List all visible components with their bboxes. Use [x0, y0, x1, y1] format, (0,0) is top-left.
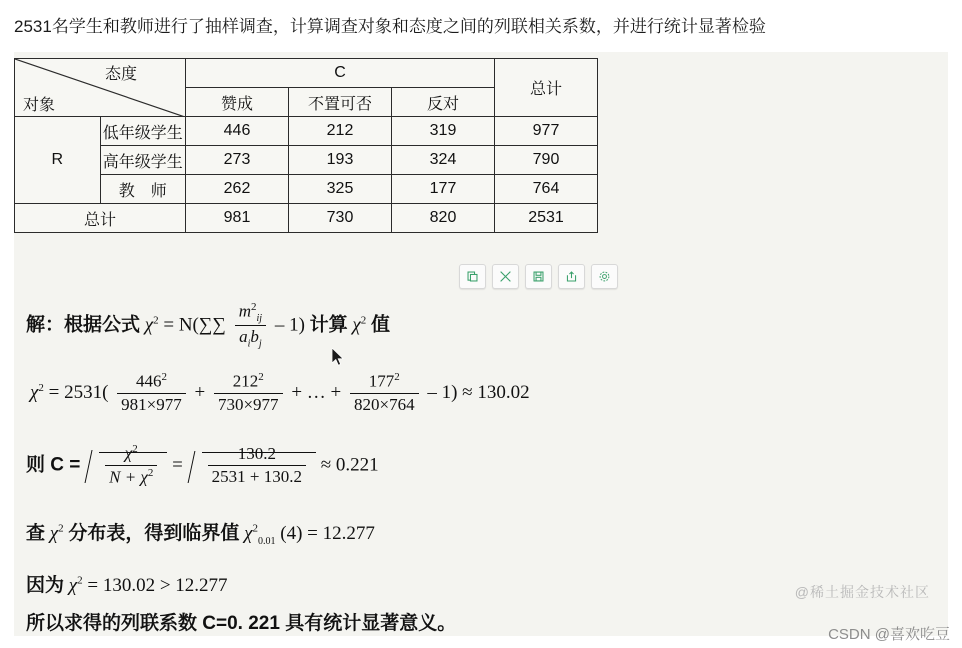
total-header: 总计	[495, 59, 598, 117]
fraction-denominator: 820×764	[350, 393, 419, 415]
fraction-numerator	[350, 371, 419, 393]
fraction-denominator: 730×977	[214, 393, 283, 415]
chi-exponent-5: 2	[77, 574, 83, 587]
total-row-label: 总计	[15, 204, 186, 233]
mouse-cursor-icon	[332, 348, 346, 368]
fraction-numerator	[117, 371, 186, 393]
share-icon[interactable]	[558, 264, 585, 289]
solution-line1-suffix: 计算	[309, 314, 348, 336]
column-header-2: 反对	[392, 88, 495, 117]
numerator-value: 177	[368, 371, 395, 391]
cell-r2-c0: 262	[186, 175, 289, 204]
sqrt-bar	[202, 443, 316, 486]
watermark-top: @稀土掘金技术社区	[794, 584, 930, 600]
row-label-1: 高年级学生	[100, 146, 186, 175]
cell-r1-c2: 324	[392, 146, 495, 175]
settings-icon[interactable]	[591, 264, 618, 289]
contingency-table	[14, 58, 598, 233]
numerator-exponent: 2	[258, 371, 264, 383]
fraction-denominator	[105, 465, 157, 488]
solution-line5-tail: = 130.02 > 12.277	[87, 575, 228, 596]
chi-exponent-1b: 2	[360, 314, 367, 327]
fraction-numerator: 130.2	[237, 443, 276, 463]
fraction-denominator: 981×977	[117, 393, 186, 415]
chi-exponent-4: 2	[58, 522, 64, 535]
denominator-value: N + χ	[109, 467, 148, 487]
chi-exponent-2: 2	[38, 381, 44, 394]
numerator-value: 212	[232, 371, 259, 391]
table-corner-cell	[15, 59, 186, 117]
corner-object-label: 对象	[23, 97, 56, 114]
fraction-chi-over-n	[105, 443, 157, 487]
solution-line4-prefix: 查	[26, 523, 46, 544]
chi-symbol-3: χ	[124, 443, 133, 463]
total-c0: 981	[186, 204, 289, 233]
chi-symbol-2: χ	[30, 382, 39, 404]
chi-symbol-5: χ	[68, 575, 78, 596]
solution-conclusion: 所以求得的列联系数 C=0. 221 具有统计显著意义。	[26, 613, 457, 634]
table-row	[15, 175, 598, 204]
solution-line5-prefix: 因为	[26, 575, 65, 596]
sqrt-chi-over-n	[85, 444, 167, 488]
solution-line2-mid: + … +	[291, 382, 342, 404]
fraction-mij-aibj	[235, 301, 266, 349]
row-label-2: 教 师	[100, 175, 186, 204]
page-title: 2531名学生和教师进行了抽样调查，计算调查对象和态度之间的列联相关系数，并进行统计显著检验	[14, 17, 766, 36]
cell-r2-c1: 325	[289, 175, 392, 204]
total-c2: 820	[392, 204, 495, 233]
solution-line1-prefix: 解：根据公式	[26, 314, 141, 336]
table-header-row-1	[15, 59, 598, 88]
fraction-446	[117, 371, 186, 415]
cell-r1-c0: 273	[186, 146, 289, 175]
a-subscript: i	[247, 338, 251, 350]
fraction-denominator: 2531 + 130.2	[208, 465, 306, 487]
fraction-130-2	[208, 444, 306, 487]
solution-line-1	[26, 302, 390, 350]
cell-r2-c2: 177	[392, 175, 495, 204]
solution-line3-prefix: 则 C =	[26, 454, 81, 476]
numerator-exponent: 2	[394, 371, 400, 383]
fraction-denominator	[235, 325, 266, 349]
row-total-2: 764	[495, 175, 598, 204]
solution-line4-tail: (4) = 12.277	[280, 523, 375, 544]
solution-line1-formula-lead: = N(∑∑	[163, 314, 226, 336]
table-total-row	[15, 204, 598, 233]
numerator-exponent: 2	[161, 371, 167, 383]
cell-r0-c0: 446	[186, 117, 289, 146]
a-symbol: a	[239, 327, 248, 347]
fraction-numerator	[235, 301, 266, 325]
solution-line-4	[26, 518, 375, 547]
cell-r0-c2: 319	[392, 117, 495, 146]
chi-exponent-3: 2	[132, 443, 138, 455]
m-symbol: m	[238, 301, 252, 321]
fraction-numerator	[214, 371, 283, 393]
scanned-content-area	[14, 52, 948, 636]
row-total-0: 977	[495, 117, 598, 146]
column-header-0: 赞成	[186, 88, 289, 117]
numerator-value: 446	[135, 371, 162, 391]
row-total-1: 790	[495, 146, 598, 175]
table-row	[15, 146, 598, 175]
fraction-212	[214, 371, 283, 415]
corner-attitude-label: 态度	[104, 66, 137, 83]
table-row	[15, 117, 598, 146]
solution-line-5	[26, 570, 228, 597]
m-subscript: ij	[256, 313, 263, 325]
b-subscript: j	[258, 338, 262, 350]
chi-exponent-4b: 2	[252, 522, 258, 535]
solution-line3-eq: =	[172, 454, 183, 476]
solution-line1-suffix-tail: 值	[371, 314, 391, 336]
row-group-label-r: R	[15, 117, 101, 204]
solution-line-2: $\chi^2 = 2531$( $\frac{446^2}{981\times 977}$ + $\frac{212^2}{730\times 977}$ + … + $\frac{177^2}{820\times 764}$ – 1) ≈ 130.02	[30, 371, 530, 414]
solution-line1-tail: – 1)	[274, 314, 305, 336]
cell-r1-c1: 193	[289, 146, 392, 175]
grand-total: 2531	[495, 204, 598, 233]
chi-symbol-4b: χ	[244, 523, 253, 544]
chi-symbol-1: χ	[144, 314, 154, 336]
image-toolbar[interactable]	[459, 264, 618, 289]
column-header-1: 不置可否	[289, 88, 392, 117]
group-header-c: C	[186, 59, 495, 88]
sqrt-numeric	[188, 445, 316, 488]
fraction-numerator	[105, 443, 157, 465]
chi-subscript-4: 0.01	[258, 535, 276, 547]
total-c1: 730	[289, 204, 392, 233]
save-icon[interactable]	[525, 264, 552, 289]
watermark-bottom: CSDN @喜欢吃豆	[828, 626, 950, 643]
solution-line2-tail: – 1) ≈ 130.02	[427, 382, 530, 404]
chi-symbol-1b: χ	[352, 314, 361, 336]
solution-line3-tail: ≈ 0.221	[320, 454, 379, 476]
cell-r0-c1: 212	[289, 117, 392, 146]
crop-icon[interactable]	[492, 264, 519, 289]
fraction-177	[350, 371, 419, 415]
contingency-table-wrapper	[14, 58, 600, 253]
denominator-exponent: 2	[147, 466, 154, 479]
solution-line2-lead: = 2531(	[48, 382, 109, 404]
copy-icon[interactable]	[459, 264, 486, 289]
b-symbol: b	[250, 327, 259, 347]
m-exponent: 2	[251, 301, 257, 313]
solution-line-3	[26, 444, 379, 488]
chi-symbol-4: χ	[49, 523, 59, 544]
chi-exponent-1: 2	[153, 314, 159, 327]
row-label-0: 低年级学生	[100, 117, 186, 146]
solution-line4-mid: 分布表，得到临界值	[68, 523, 240, 544]
